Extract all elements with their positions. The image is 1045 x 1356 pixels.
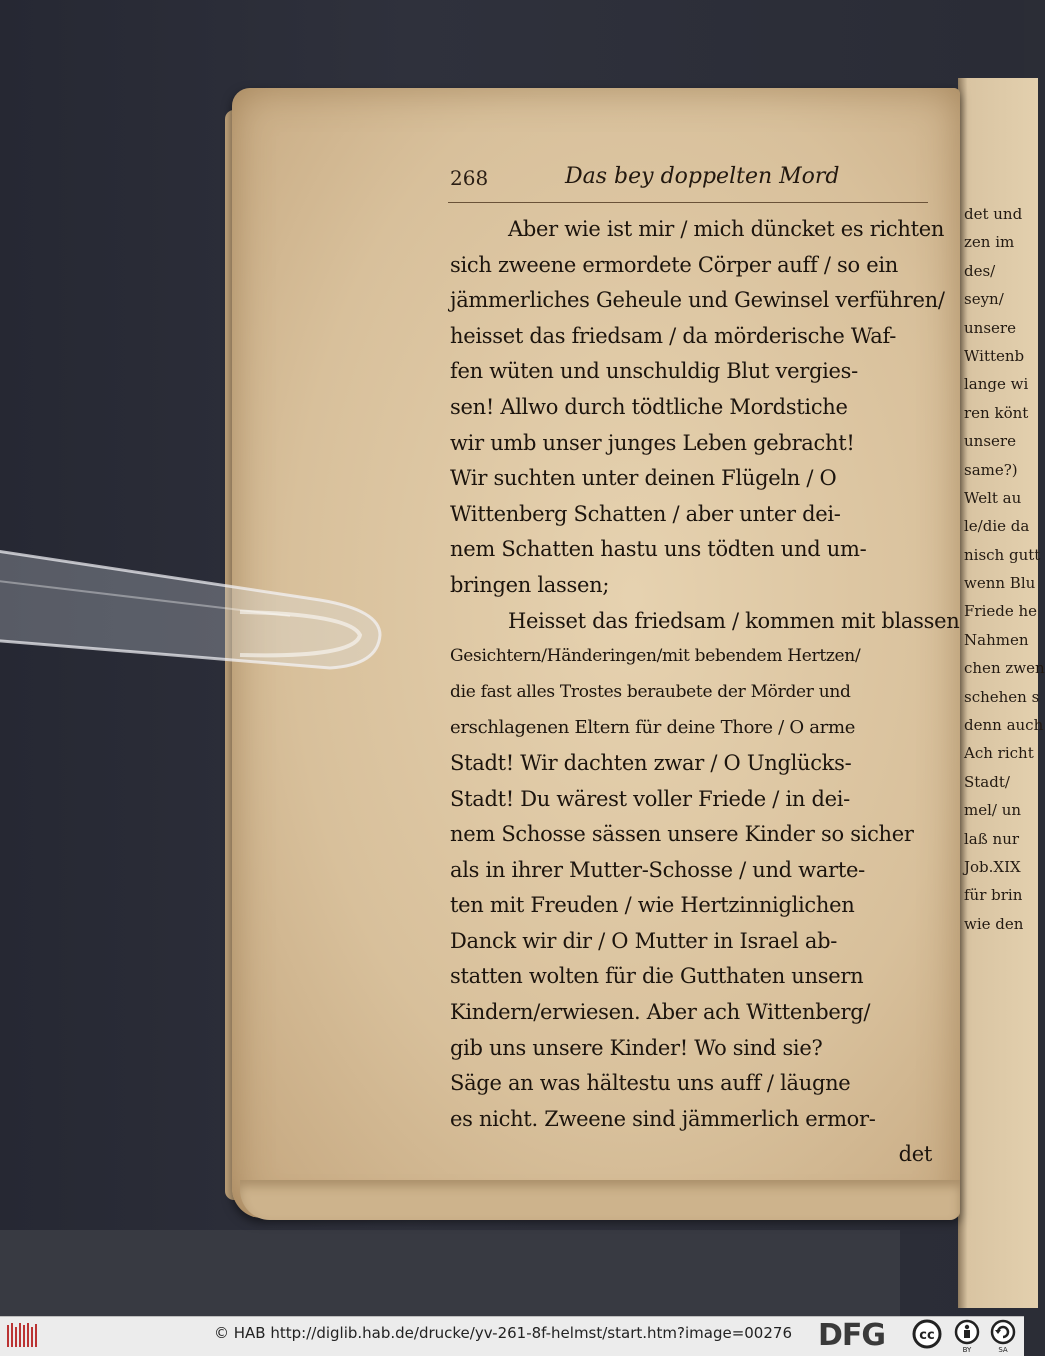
facing-page-line: schehen s [964, 687, 1040, 706]
text-line: ten mit Freuden / wie Hertzinniglichen [450, 893, 855, 918]
facing-page-line: ren könt [964, 403, 1029, 422]
text-line: bringen lassen; [450, 572, 610, 597]
text-line: als in ihrer Mutter-Schosse / und warte- [450, 857, 865, 882]
facing-page-line: wie den [964, 914, 1024, 933]
facing-page-line: denn auch [964, 716, 1044, 735]
text-line: jämmerliches Geheule und Gewinsel verführen/ [450, 288, 945, 313]
facing-page-line: le/die da [964, 517, 1030, 536]
facing-page-line: same?) [964, 460, 1018, 479]
facing-page-line: Ach richt [964, 744, 1034, 763]
text-line: erschlagenen Eltern für deine Thore / O arme [450, 717, 856, 739]
facing-page-line: für brin [964, 886, 1023, 905]
facing-page-line: chen zwen [964, 659, 1045, 678]
text-line: sen! Allwo durch tödtliche Mordstiche [450, 394, 848, 419]
body-text [450, 212, 960, 1173]
facing-page-line: lange wi [964, 375, 1029, 394]
svg-text:cc: cc [919, 1328, 935, 1343]
facing-page-line: det und [964, 205, 1023, 223]
facing-page-line: des/ [964, 261, 996, 280]
facing-page-text [964, 200, 1045, 938]
text-line: Stadt! Du wärest voller Friede / in dei- [450, 786, 850, 811]
text-line: Stadt! Wir dachten zwar / O Unglücks- [450, 750, 852, 775]
facing-page-line: Friede he [964, 602, 1038, 621]
facing-page-line: Welt au [964, 488, 1022, 507]
text-line: Wir suchten unter deinen Flügeln / O [450, 466, 837, 491]
page-stack-bottom [240, 1180, 960, 1220]
text-line: Wittenberg Schatten / aber unter dei- [450, 501, 841, 526]
text-line: Kindern/erwiesen. Aber ach Wittenberg/ [450, 1000, 871, 1025]
sa-icon[interactable] [988, 1319, 1018, 1353]
facing-page-line: unsere [964, 432, 1016, 451]
svg-text:BY: BY [962, 1346, 972, 1354]
facing-page-line: seyn/ [964, 290, 1004, 309]
text-line: wir umb unser junges Leben gebracht! [450, 430, 855, 455]
text-line: heisset das friedsam / da mörderische Waf- [450, 323, 897, 348]
text-line: die fast alles Trostes beraubete der Mörder und [450, 681, 851, 702]
facing-page-line: Job.XIX [964, 857, 1021, 876]
text-line: Heisset das friedsam / kommen mit blassen [508, 608, 960, 633]
facing-page-line: zen im [964, 233, 1015, 252]
by-icon[interactable] [952, 1319, 982, 1353]
facing-page-line: nisch gutt [964, 545, 1041, 564]
text-line: nem Schosse sässen unsere Kinder so sicher [450, 822, 914, 847]
barcode-logo-icon [6, 1321, 40, 1349]
text-line: nem Schatten hastu uns tödten und um- [450, 537, 867, 562]
facing-page-line: Stadt/ [964, 772, 1010, 791]
facing-page-line: unsere [964, 318, 1016, 337]
text-line: fen wüten und unschuldig Blut vergies- [450, 359, 858, 384]
cc-icon[interactable] [910, 1319, 944, 1349]
text-line: sich zweene ermordete Cörper auff / so ein [450, 252, 898, 277]
header-rule [448, 202, 928, 203]
catchword: det [898, 1142, 932, 1167]
facing-page-line: mel/ un [964, 801, 1022, 820]
facing-page-line: wenn Blu [964, 574, 1036, 593]
board-edge [0, 1230, 900, 1316]
text-line: statten wolten für die Gutthaten unsern [450, 964, 864, 989]
text-line: es nicht. Zweene sind jämmerlich ermor- [450, 1106, 876, 1131]
text-line: Gesichtern/Händeringen/mit bebendem Hertzen/ [450, 646, 861, 667]
facing-page-line: laß nur [964, 829, 1020, 848]
text-line: Säge an was hältestu uns auff / läugne [450, 1071, 851, 1096]
page-number: 268 [450, 166, 489, 190]
facing-page-line: Wittenb [964, 346, 1025, 365]
copyright-link[interactable]: © HAB http://diglib.hab.de/drucke/yv-261-8f-helmst/start.htm?image=00276 [214, 1324, 792, 1342]
text-line: Aber wie ist mir / mich düncket es richten [508, 217, 945, 241]
svg-text:SA: SA [998, 1346, 1008, 1354]
text-line: gib uns unsere Kinder! Wo sind sie? [450, 1035, 823, 1060]
dfg-logo: DFG [818, 1318, 886, 1353]
text-line: Danck wir dir / O Mutter in Israel ab- [450, 928, 838, 953]
running-head: Das bey doppelten Mord [565, 164, 840, 189]
facing-page-line: Nahmen [964, 630, 1029, 649]
